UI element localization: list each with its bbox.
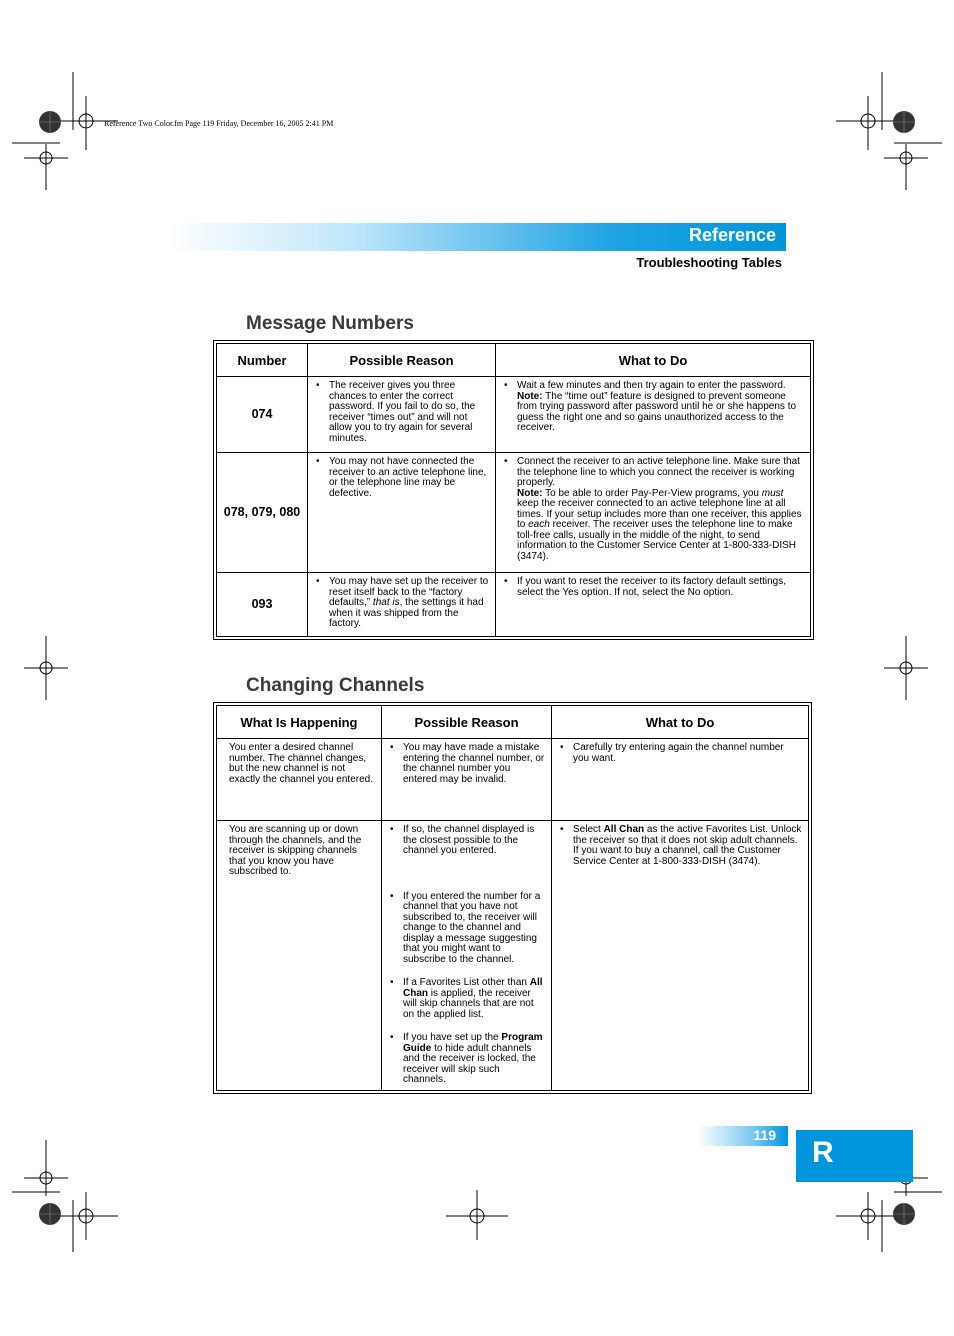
list-item: • You may not have connected the receiver to an active telephone line, or the telephone line may be defective. bbox=[329, 457, 489, 499]
file-info: Reference Two Color.fm Page 119 Friday, December 16, 2005 2:41 PM bbox=[104, 119, 334, 128]
reason-cell bbox=[308, 573, 496, 637]
todo-cell bbox=[496, 573, 811, 637]
section-subtitle: Troubleshooting Tables bbox=[636, 255, 782, 270]
column-header: What Is Happening bbox=[217, 706, 382, 739]
table-row bbox=[217, 739, 809, 821]
page-number-bar bbox=[698, 1126, 788, 1146]
todo-cell bbox=[496, 377, 811, 453]
page-number: 119 bbox=[753, 1127, 776, 1143]
happening-cell: You are scanning up or down through the channels, and the receiver is skipping channels that you know you have subscribed to. bbox=[217, 821, 382, 1091]
reason-cell bbox=[382, 739, 552, 821]
happening-cell: You enter a desired channel number. The channel changes, but the new channel is not exactly the channel you entered. bbox=[217, 739, 382, 821]
message-numbers-table bbox=[213, 340, 814, 640]
reason-cell bbox=[308, 377, 496, 453]
list-item: • If so, the channel displayed is the closest possible to the channel you entered. bbox=[403, 825, 545, 857]
reason-cell bbox=[382, 821, 552, 1091]
list-item: • If you entered the number for a channel that you have not subscribed to, the receiver will change to the channel and display a message suggesting that you might want to subscribe to the channel. bbox=[403, 892, 545, 966]
table-header-row bbox=[217, 706, 809, 739]
column-header: Number bbox=[217, 344, 308, 377]
list-item: • If a Favorites List other than All Chan is applied, the receiver will skip channels that are not on the applied list. bbox=[403, 978, 545, 1020]
list-item: • If you want to reset the receiver to its factory default settings, select the Yes option. If not, select the No option. bbox=[517, 577, 804, 598]
changing-channels-table bbox=[213, 702, 812, 1094]
table-row bbox=[217, 821, 809, 1091]
table-row bbox=[217, 377, 811, 453]
column-header: What to Do bbox=[552, 706, 809, 739]
table-row bbox=[217, 453, 811, 573]
section-title: Reference bbox=[688, 225, 776, 245]
section-tab-letter: R bbox=[812, 1136, 834, 1169]
list-item: • Select All Chan as the active Favorites List. Unlock the receiver so that it does not skip adult channels. If you want to buy a channel, call the Customer Service Center at 1-800-333-DISH (3474). bbox=[573, 825, 802, 867]
changing-channels-title: Changing Channels bbox=[246, 675, 425, 696]
column-header: Possible Reason bbox=[308, 344, 496, 377]
message-number: 078, 079, 080 bbox=[217, 453, 308, 573]
message-number: 074 bbox=[217, 377, 308, 453]
list-item: • Connect the receiver to an active telephone line. Make sure that the telephone line to which you connect the receiver is working properly. Note: To be able to order Pay-Per-View programs, you must keep the receiver connected to an active telephone line at all times. If your setup includes more than one receiver, this applies to each receiver. The receiver uses the telephone line to make toll-free calls, usually in the middle of the night, to send information to the Customer Service Center at 1-800-333-DISH (3474). bbox=[517, 457, 804, 562]
todo-cell bbox=[496, 453, 811, 573]
reason-cell bbox=[308, 453, 496, 573]
column-header: What to Do bbox=[496, 344, 811, 377]
list-item: • Wait a few minutes and then try again to enter the password. Note: The “time out” feature is designed to prevent someone from trying password after password until he or she happens to guess the right one and so gains unauthorized access to the receiver. bbox=[517, 381, 804, 434]
message-number: 093 bbox=[217, 573, 308, 637]
list-item: • Carefully try entering again the channel number you want. bbox=[573, 743, 802, 764]
message-numbers-title: Message Numbers bbox=[246, 313, 414, 334]
todo-cell bbox=[552, 739, 809, 821]
table-header-row bbox=[217, 344, 811, 377]
list-item: • The receiver gives you three chances to enter the correct password. If you fail to do so, the receiver “times out” and will not allow you to try again for several minutes. bbox=[329, 381, 489, 444]
table-row bbox=[217, 573, 811, 637]
section-tab bbox=[796, 1130, 913, 1182]
list-item: • You may have set up the receiver to reset itself back to the “factory defaults,” that is, the settings it had when it was shipped from the factory. bbox=[329, 577, 489, 630]
todo-cell bbox=[552, 821, 809, 1091]
section-header-bar bbox=[168, 223, 786, 251]
column-header: Possible Reason bbox=[382, 706, 552, 739]
list-item: • You may have made a mistake entering the channel number, or the channel number you entered may be invalid. bbox=[403, 743, 545, 785]
list-item: • If you have set up the Program Guide to hide adult channels and the receiver is locked, the receiver will skip such channels. bbox=[403, 1033, 545, 1086]
